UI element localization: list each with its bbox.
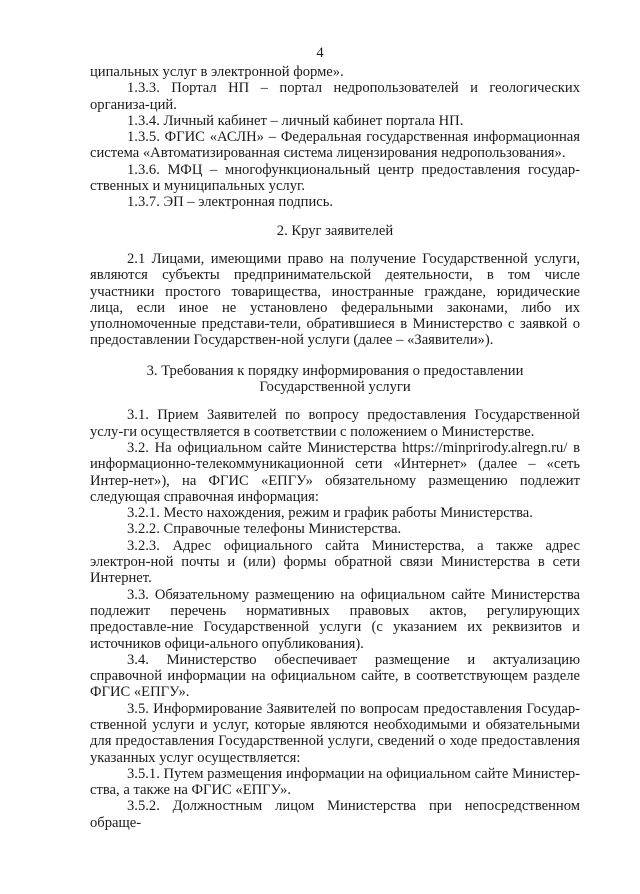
definition-1-3-3: 1.3.3. Портал НП – портал недропользователей и геологических организа-ций.	[90, 80, 580, 113]
section-3-heading	[90, 363, 580, 396]
document-body	[90, 64, 580, 831]
definition-1-3-4: 1.3.4. Личный кабинет – личный кабинет портала НП.	[127, 112, 464, 129]
section-2-heading: 2. Круг заявителей	[276, 222, 394, 239]
definition-1-3-6: 1.3.6. МФЦ – многофункциональный центр предоставления государ-ственных и муниципальных услуг.	[90, 161, 580, 195]
paragraph-3-2-3: 3.2.3. Адрес официального сайта Министерства, а также адрес электрон-ной почты и (или) формы обратной связи Министерства в сети Интернет.	[90, 537, 580, 587]
paragraph-3-2-1: 3.2.1. Место нахождения, режим и график работы Министерства.	[127, 505, 533, 522]
paragraph-3-2-2: 3.2.2. Справочные телефоны Министерства.	[127, 521, 402, 538]
paragraph-3-5-1: 3.5.1. Путем размещения информации на официальном сайте Министер-ства, а также на ФГИС «ЕПГУ».	[90, 765, 580, 799]
paragraph-3-1: 3.1. Прием Заявителей по вопросу предоставления Государственной услу-ги осуществляется в соответствии с положением о Министерстве.	[90, 407, 580, 440]
paragraph-continuation: ципальных услуг в электронной форме».	[90, 64, 344, 80]
paragraph-3-5-2: 3.5.2. Должностным лицом Министерства при непосредственном обраще-	[90, 798, 580, 831]
page-number: 4	[316, 45, 324, 61]
paragraph-3-3: 3.3. Обязательному размещению на официальном сайте Министерства подлежит перечень нормативных правовых актов, регулирующих предоставле-ние Государственной услуги (с указанием их реквизитов и источников офици-ального опубликования).	[90, 586, 580, 652]
definition-1-3-5: 1.3.5. ФГИС «АСЛН» – Федеральная государственная информационная система «Автоматизированная система лицензирования недропользования».	[90, 129, 580, 162]
section-3-heading-line-1: 3. Требования к порядку информирования о предоставлении	[146, 362, 524, 379]
section-3-heading-line-2: Государственной услуги	[259, 379, 411, 396]
paragraph-2-1: 2.1 Лицами, имеющими право на получение Государственной услуги, являются субъекты предпринимательской деятельности, в том числе участники простого товарищества, иностранные граждане, юридические лица, если иное не установлено федеральными законами, либо их уполномоченные представи-тели, обратившиеся в Министерство с заявкой о предоставлении Государствен-ной услуги (далее – «Заявители»).	[90, 250, 580, 349]
definition-1-3-7: 1.3.7. ЭП – электронная подпись.	[127, 194, 334, 211]
paragraph-3-5: 3.5. Информирование Заявителей по вопросам предоставления Государ-ственной услуги и услуг, которые являются необходимыми и обязательными для предоставления Государственной услуги, сведений о ходе предоставления указанных услуг осуществляется:	[90, 700, 580, 766]
paragraph-3-2: 3.2. На официальном сайте Министерства https://minprirody.alregn.ru/ в информационно-телекоммуникационной сети «Интернет» (далее – «сеть Интер-нет»), на ФГИС «ЕПГУ» обязательному размещению подлежит следующая справочная информация:	[90, 439, 580, 505]
paragraph-3-4: 3.4. Министерство обеспечивает размещение и актуализацию справочной информации на официальном сайте, в соответствующем разделе ФГИС «ЕПГУ».	[90, 651, 580, 701]
